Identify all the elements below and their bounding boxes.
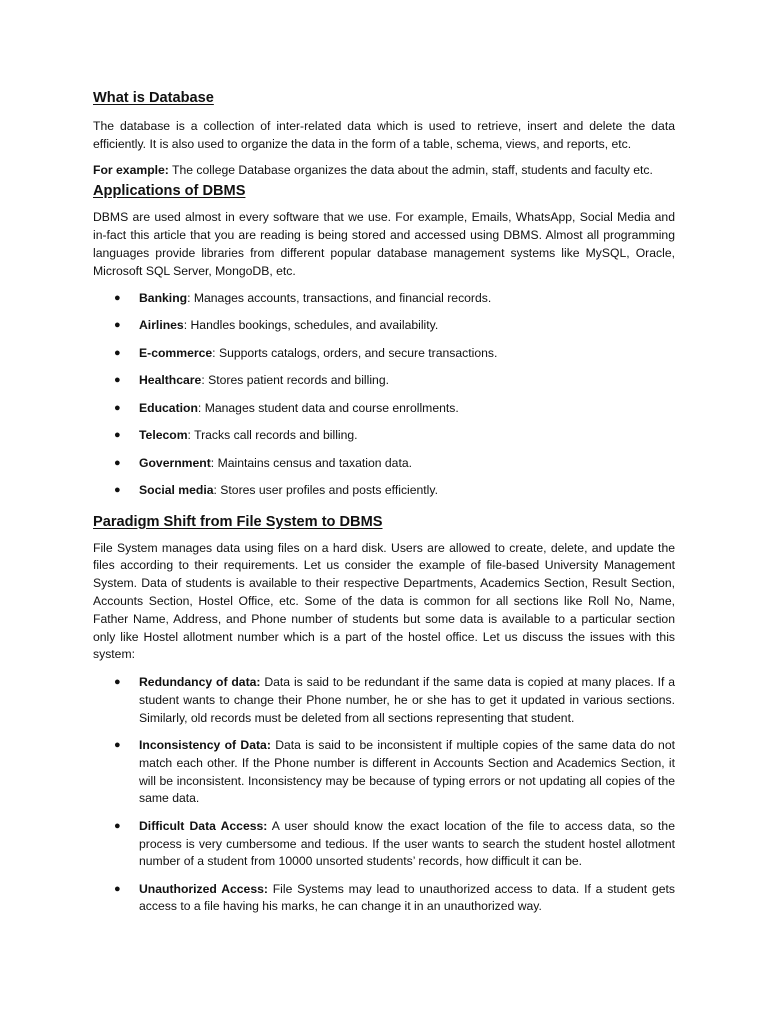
item-term: E-commerce [139,345,213,360]
paragraph-file-system: File System manages data using files on a hard disk. Users are allowed to create, delete, and update the files according to their requirements. Let us consider the example of file-based University Management System. Data of students is available to their respective Departments, Academics Section, Result Section, Accounts Section, Hostel Office, etc. Some of the data is common for all sections like Roll No, Name, Father Name, Address, and Phone number of students but some data is available to a particular section only like Hostel allotment number which is a part of the hostel office. Let us discuss the issues with this system: [93,540,675,662]
bullet-icon: ● [114,346,121,359]
item-text: A user should know the exact location of the file to access data, so the process is very cumbersome and tedious. If the user wants to search the student hostel allotment number of a student from 10000 unsorted students’ records, how difficult it can be. [139,818,675,869]
list-item [93,317,675,345]
bullet-icon: ● [114,374,121,387]
item-text: Data is said to be inconsistent if multiple copies of the same data do not match each other. If the Phone number is different in Accounts Section and Academics Section, it will be inconsistent. Inconsistency may be because of typing errors or not updating all copies of the same data. [139,738,675,806]
heading-what-is-database: What is Database [93,90,214,106]
list-item [93,372,675,400]
item-term: Healthcare [139,373,202,388]
list-item [93,818,675,871]
item-text: File Systems may lead to unauthorized access to data. If a student gets access to a file having his marks, he can change it in an unauthorized way. [139,881,675,914]
list-item [93,482,675,510]
bullet-icon: ● [114,456,121,469]
applications-list [93,290,675,510]
paragraph-applications: DBMS are used almost in every software that we use. For example, Emails, WhatsApp, Social Media and in-fact this article that you are reading is being stored and accessed using DBMS. Almost all programming languages provide libraries from different popular database management systems like MySQL, Oracle, Microsoft SQL Server, MongoDB, etc. [93,210,675,278]
item-term: Unauthorized Access: [139,881,268,896]
item-text: : Maintains census and taxation data. [210,455,413,470]
item-term: Government [139,455,211,470]
item-text: : Manages accounts, transactions, and financial records. [187,290,492,305]
item-term: Social media [139,483,214,498]
item-term: Airlines [139,318,184,333]
list-item [93,290,675,318]
example-label: For example: [93,162,169,177]
list-item [93,345,675,373]
item-term: Difficult Data Access: [139,818,268,833]
bullet-icon: ● [114,291,121,304]
example-text: The college Database organizes the data about the admin, staff, students and faculty etc. [168,162,653,177]
item-text: : Supports catalogs, orders, and secure transactions. [212,345,498,360]
item-text: : Stores user profiles and posts efficiently. [213,483,438,498]
heading-paradigm-shift: Paradigm Shift from File System to DBMS [93,513,383,530]
item-text: Data is said to be redundant if the same data is copied at many places. If a student wants to change their Phone number, he or she has to get it updated in various sections. Similarly, old records must be deleted from all sections representing that student. [139,675,676,725]
bullet-icon: ● [114,319,121,332]
list-item [93,737,675,808]
item-term: Banking [139,290,188,305]
item-text: : Stores patient records and billing. [201,373,389,388]
item-text: : Manages student data and course enrollments. [197,400,459,415]
bullet-icon: ● [114,819,121,832]
item-text: : Handles bookings, schedules, and availability. [183,318,439,333]
paragraph-database-definition: The database is a collection of inter-related data which is used to retrieve, insert and delete the data efficiently. It is also used to organize the data in the form of a table, schema, views, and reports, etc. [93,119,675,151]
item-term: Redundancy of data: [139,675,261,690]
list-item [93,400,675,428]
list-item [93,427,675,455]
bullet-icon: ● [114,676,121,689]
item-term: Inconsistency of Data: [139,738,271,753]
issues-list [93,674,675,916]
list-item [93,455,675,483]
list-item [93,881,675,917]
bullet-icon: ● [114,739,121,752]
list-item [93,674,675,727]
bullet-icon: ● [114,401,121,414]
item-term: Education [139,400,198,415]
bullet-icon: ● [114,882,121,895]
item-term: Telecom [139,428,188,443]
bullet-icon: ● [114,484,121,497]
item-text: : Tracks call records and billing. [187,428,358,443]
paragraph-example [93,162,675,180]
bullet-icon: ● [114,429,121,442]
heading-applications-of-dbms: Applications of DBMS [93,183,246,200]
